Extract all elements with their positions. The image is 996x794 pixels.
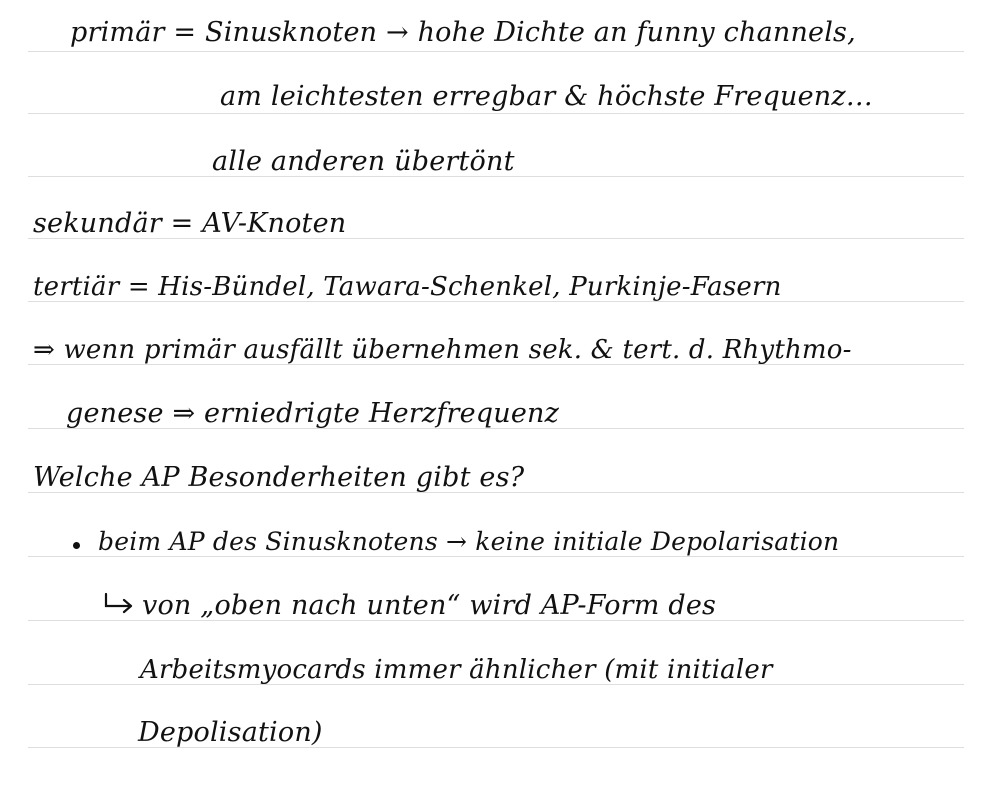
ruled-line	[28, 51, 964, 52]
return-arrow-icon	[102, 591, 136, 617]
note-line-subpoint-cont: Arbeitsmyocards immer ähnlicher (mit initialer	[140, 655, 773, 685]
note-line-secondary: sekundär = AV-Knoten	[33, 208, 347, 239]
note-line-tertiary: tertiär = His-Bündel, Tawara-Schenkel, Purkinje-Fasern	[33, 272, 782, 302]
note-line-question: Welche AP Besonderheiten gibt es?	[33, 462, 525, 493]
bullet-icon	[73, 542, 80, 549]
note-line-primary: primär = Sinusknoten → hohe Dichte an funny channels,	[70, 17, 856, 48]
note-line-bullet: beim AP des Sinusknotens → keine initiale Depolarisation	[98, 527, 840, 556]
note-line-primary-cont2: alle anderen übertönt	[212, 146, 515, 177]
note-line-subpoint: von „oben nach unten“ wird AP-Form des	[142, 590, 717, 621]
note-line-conclusion-cont: genese ⇒ erniedrigte Herzfrequenz	[66, 398, 560, 429]
note-line-conclusion: ⇒ wenn primär ausfällt übernehmen sek. & tert. d. Rhythmo-	[33, 335, 852, 365]
note-line-subpoint-cont2: Depolisation)	[138, 717, 323, 748]
note-line-primary-cont: am leichtesten erregbar & höchste Frequenz…	[220, 81, 873, 112]
